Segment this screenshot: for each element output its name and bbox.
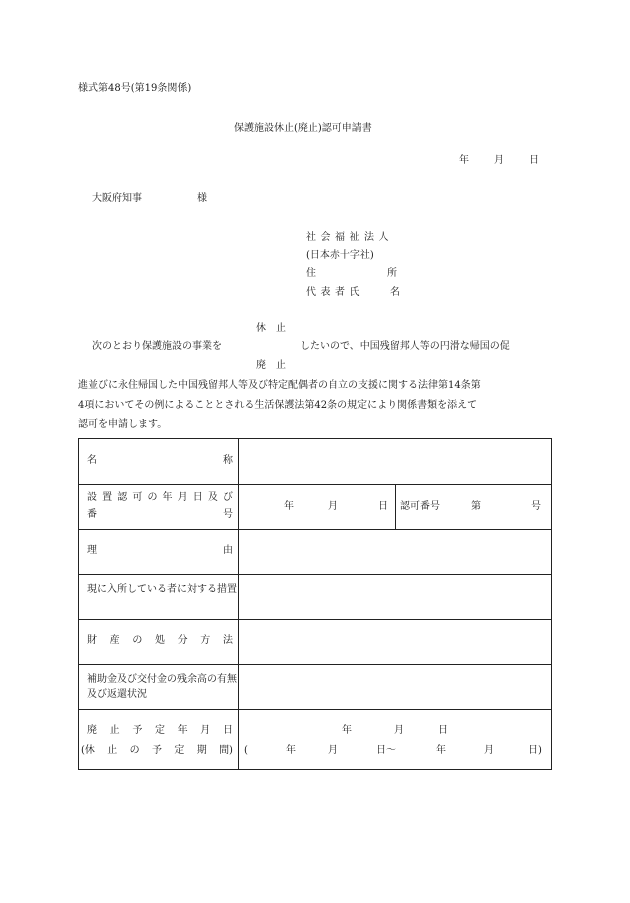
date-day: 日 bbox=[529, 155, 539, 166]
field-subsidy[interactable] bbox=[242, 667, 548, 706]
field-name[interactable] bbox=[242, 442, 548, 481]
label-name: 名 称 bbox=[87, 455, 233, 466]
statement-line-3: 4項においてその例によることとされる生活保護法第42条の規定により関係書類を添えて bbox=[78, 400, 478, 411]
field-reason[interactable] bbox=[242, 532, 548, 571]
address-label-2: 所 bbox=[387, 268, 397, 279]
label-approval-date: 設 置 認 可 の 年 月 日 及 び bbox=[87, 492, 233, 503]
addressee-honorific: 様 bbox=[197, 193, 207, 204]
field-approval-date[interactable]: 年 月 日 bbox=[284, 501, 388, 512]
field-scheduled-date[interactable]: 年 月 日 ( 年 月 日〜 年 月 日) bbox=[244, 725, 542, 756]
label-suspension-period: (休 止 の 予 定 期 間) bbox=[81, 745, 233, 756]
approval-no-dai: 第 bbox=[471, 501, 481, 512]
statement-line-1a: 次のとおり保護施設の事業を bbox=[92, 341, 222, 352]
statement-line-4: 認可を申請します。 bbox=[78, 419, 168, 430]
field-measures[interactable] bbox=[242, 577, 548, 616]
label-property-disposal: 財 産 の 処 分 方 法 bbox=[87, 635, 233, 646]
label-scheduled-date: 廃 止 予 定 年 月 日 bbox=[87, 725, 233, 736]
field-property-disposal[interactable] bbox=[242, 622, 548, 661]
label-reason: 理 由 bbox=[87, 545, 233, 556]
corp-type: 社会福祉法人 bbox=[306, 232, 393, 243]
form-number: 様式第48号(第19条関係) bbox=[78, 83, 192, 94]
label-approval-no: 認可番号 bbox=[400, 501, 440, 512]
label-subsidy: 補助金及び交付金の残余高の有無及び返還状況 bbox=[87, 674, 237, 700]
statement-line-2: 進並びに永住帰国した中国残留邦人等及び特定配偶者の自立の支援に関する法律第14条第 bbox=[78, 380, 481, 391]
date-month: 月 bbox=[494, 155, 504, 166]
representative-label-suffix: 名 bbox=[390, 287, 400, 298]
label-approval-number: 番 号 bbox=[87, 509, 233, 520]
addressee-name: 大阪府知事 bbox=[92, 193, 142, 204]
application-table bbox=[78, 438, 552, 770]
representative-label: 代表者氏 bbox=[306, 287, 364, 298]
label-measures: 現に入所している者に対する措置 bbox=[87, 584, 237, 595]
corp-name: (日本赤十字社) bbox=[306, 250, 374, 261]
approval-no-go: 号 bbox=[531, 501, 541, 512]
option-suspend: 休 止 bbox=[256, 323, 286, 334]
date-year: 年 bbox=[459, 155, 469, 166]
statement-line-1b: したいので、中国残留邦人等の円滑な帰国の促 bbox=[300, 341, 510, 352]
address-label-1: 住 bbox=[306, 268, 316, 279]
document-title: 保護施設休止(廃止)認可申請書 bbox=[234, 123, 372, 134]
option-abolish: 廃 止 bbox=[256, 360, 286, 371]
